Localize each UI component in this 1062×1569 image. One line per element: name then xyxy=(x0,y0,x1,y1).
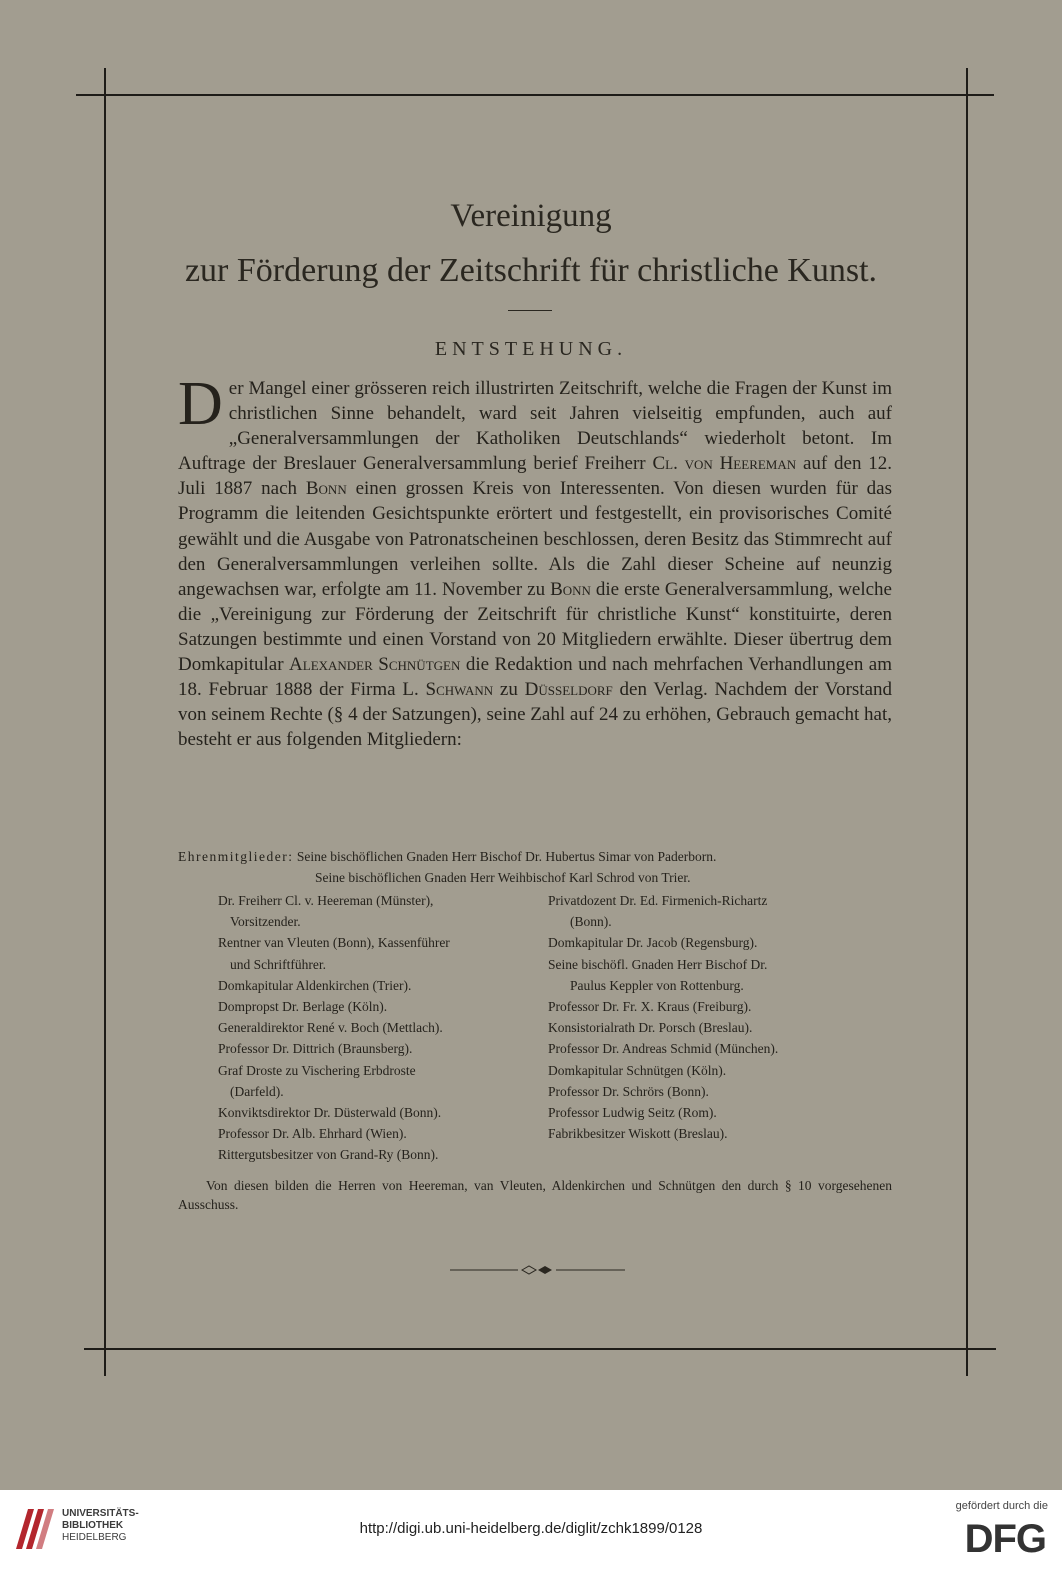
member-line-cont: und Schriftführer. xyxy=(230,956,326,972)
section-heading: ENTSTEHUNG. xyxy=(434,338,628,360)
member-entry xyxy=(548,1123,893,1144)
body-text-segment: den Verlag. Nachdem der Vorstand von seinem Rechte (§ 4 der Satzungen), seine Zahl auf 24 zu erhöhen, Gebrauch gemacht hat, besteht er aus folgenden Mitgliedern: xyxy=(178,679,892,751)
member-line: Dr. Freiherr Cl. v. Heereman (Münster), xyxy=(218,893,434,908)
member-line-cont: Vorsitzender. xyxy=(230,914,301,930)
member-entry xyxy=(548,1060,893,1081)
member-line-cont: Paulus Keppler von Rottenburg. xyxy=(570,977,744,993)
library-name-line: HEIDELBERG xyxy=(62,1532,127,1543)
member-entry xyxy=(218,975,548,996)
honorary-members xyxy=(178,846,892,888)
closing-paragraph: Von diesen bilden die Herren von Heereman, van Vleuten, Aldenkirchen und Schnütgen den durch § 10 vorgesehenen Ausschuss. xyxy=(178,1178,892,1212)
member-entry xyxy=(218,932,548,974)
member-entry xyxy=(218,1144,548,1165)
body-name: Bonn xyxy=(305,478,347,500)
member-entry xyxy=(218,1017,548,1038)
body-text-segment: auf den 12. Juli 1887 nach xyxy=(178,453,892,500)
member-line: Domkapitular Dr. Jacob (Regensburg). xyxy=(548,935,758,951)
permalink-url[interactable]: http://digi.ub.uni-heidelberg.de/diglit/zchk1899/0128 xyxy=(359,1520,703,1537)
title-line-2: zur Förderung der Zeitschrift für christliche Kunst. xyxy=(184,252,878,289)
member-entry xyxy=(218,1102,548,1123)
frame-bottom-rule xyxy=(84,1348,996,1350)
member-entry xyxy=(218,1038,548,1059)
member-line: Seine bischöfl. Gnaden Herr Bischof Dr. xyxy=(548,956,768,972)
title-divider xyxy=(508,310,552,311)
members-left-column xyxy=(218,890,548,1166)
member-line: Professor Dr. Dittrich (Braunsberg). xyxy=(218,1041,413,1057)
body-text-segment: er Mangel einer grösseren reich illustrirten Zeitschrift, welche die Fragen der Kunst im christlichen Sinne behandelt, ward seit Jahren vielseitig empfunden, auch auf „Generalversammlungen der Katholiken Deutschlands“ wiederholt betont. Im Auftrage der Breslauer Generalversammlung berief Freiherr xyxy=(178,378,892,475)
member-line: Professor Dr. Schrörs (Bonn). xyxy=(548,1083,709,1099)
member-line: Graf Droste zu Vischering Erbdroste xyxy=(218,1062,416,1078)
member-line-cont: (Bonn). xyxy=(570,914,612,930)
member-line: Rittergutsbesitzer von Grand-Ry (Bonn). xyxy=(218,1147,439,1163)
body-name: Schwann xyxy=(425,679,494,701)
member-line: Domkapitular Aldenkirchen (Trier). xyxy=(218,977,412,993)
member-entry xyxy=(548,932,893,953)
member-line: Generaldirektor René v. Boch (Mettlach). xyxy=(218,1020,443,1036)
member-entry xyxy=(548,1081,893,1102)
member-entry xyxy=(548,890,893,932)
member-line: Konviktsdirektor Dr. Düsterwald (Bonn). xyxy=(218,1105,442,1121)
body-text-segment: die Redaktion und nach mehrfachen Verhandlungen am 18. Februar 1888 der Firma L. xyxy=(178,654,893,701)
honorary-line-2: Seine bischöflichen Gnaden Herr Weihbischof Karl Schrod von Trier. xyxy=(315,870,691,885)
member-line: Konsistorialrath Dr. Porsch (Breslau). xyxy=(548,1020,753,1036)
member-line: Professor Ludwig Seitz (Rom). xyxy=(548,1105,717,1121)
honorary-line-1 xyxy=(178,846,892,867)
member-line: Fabrikbesitzer Wiskott (Breslau). xyxy=(548,1126,728,1142)
member-line: Professor Dr. Andreas Schmid (München). xyxy=(548,1041,779,1057)
body-text-segment: die erste Generalversammlung, welche die „Vereinigung zur Förderung der Zeitschrift für christliche Kunst“ konstituirte, deren Satzungen bestimmte und einen Vorstand von 20 Mitgliedern erwählte. Dieser übertrug dem Domkapitular xyxy=(178,578,892,676)
ornament-divider-icon xyxy=(450,1263,625,1277)
member-entry xyxy=(548,954,893,996)
funded-by-label: gefördert durch die xyxy=(955,1500,1048,1512)
member-entry xyxy=(548,1017,893,1038)
member-line: Professor Dr. Fr. X. Kraus (Freiburg). xyxy=(548,999,752,1015)
member-line: Privatdozent Dr. Ed. Firmenich-Richartz xyxy=(548,893,768,908)
members-right-column xyxy=(548,890,893,1144)
body-paragraph xyxy=(178,370,893,752)
member-entry xyxy=(218,1060,548,1102)
body-name: Cl. von Heereman xyxy=(652,453,797,475)
honorary-member: Seine bischöflichen Gnaden Herr Bischof Dr. Hubertus Simar von Paderborn. xyxy=(296,849,717,864)
library-name-line: UNIVERSITÄTS- xyxy=(62,1508,139,1519)
drop-cap: D xyxy=(178,370,223,438)
body-name: Alexander Schnütgen xyxy=(289,654,461,676)
member-line-cont: (Darfeld). xyxy=(230,1083,284,1099)
body-text-segment: einen grossen Kreis von Interessenten. Von diesen wurden für das Programm die leitenden Gesichtspunkte erörtert und festgestellt, ein provisorisches Comité gewählt und die Ausgabe von Patronatscheinen beschlossen, deren Besitz das Stimmrecht auf den Generalversammlungen verleihen sollte. Als die Zahl dieser Scheine auf neunzig angewachsen war, erfolgte am 11. November zu xyxy=(178,478,892,600)
member-entry xyxy=(548,1038,893,1059)
member-line: Rentner van Vleuten (Bonn), Kassenführer xyxy=(218,935,450,951)
member-entry xyxy=(218,890,548,932)
title-line-1: Vereinigung xyxy=(450,198,612,234)
frame-top-rule xyxy=(76,94,994,96)
member-entry xyxy=(218,1123,548,1144)
member-entry xyxy=(548,996,893,1017)
body-name: Bonn xyxy=(550,578,591,600)
library-name-line: BIBLIOTHEK xyxy=(62,1520,124,1531)
member-line: Dompropst Dr. Berlage (Köln). xyxy=(218,999,388,1015)
viewer-footer xyxy=(0,1490,1062,1569)
member-entry xyxy=(218,996,548,1017)
body-name: Düsseldorf xyxy=(524,679,613,701)
member-line: Professor Dr. Alb. Ehrhard (Wien). xyxy=(218,1126,407,1142)
member-entry xyxy=(548,1102,893,1123)
dfg-logo[interactable]: DFG xyxy=(964,1517,1046,1561)
body-text-segment: zu xyxy=(493,679,525,701)
honorary-label: Ehrenmitglieder: xyxy=(178,849,294,864)
member-line: Domkapitular Schnütgen (Köln). xyxy=(548,1062,727,1078)
